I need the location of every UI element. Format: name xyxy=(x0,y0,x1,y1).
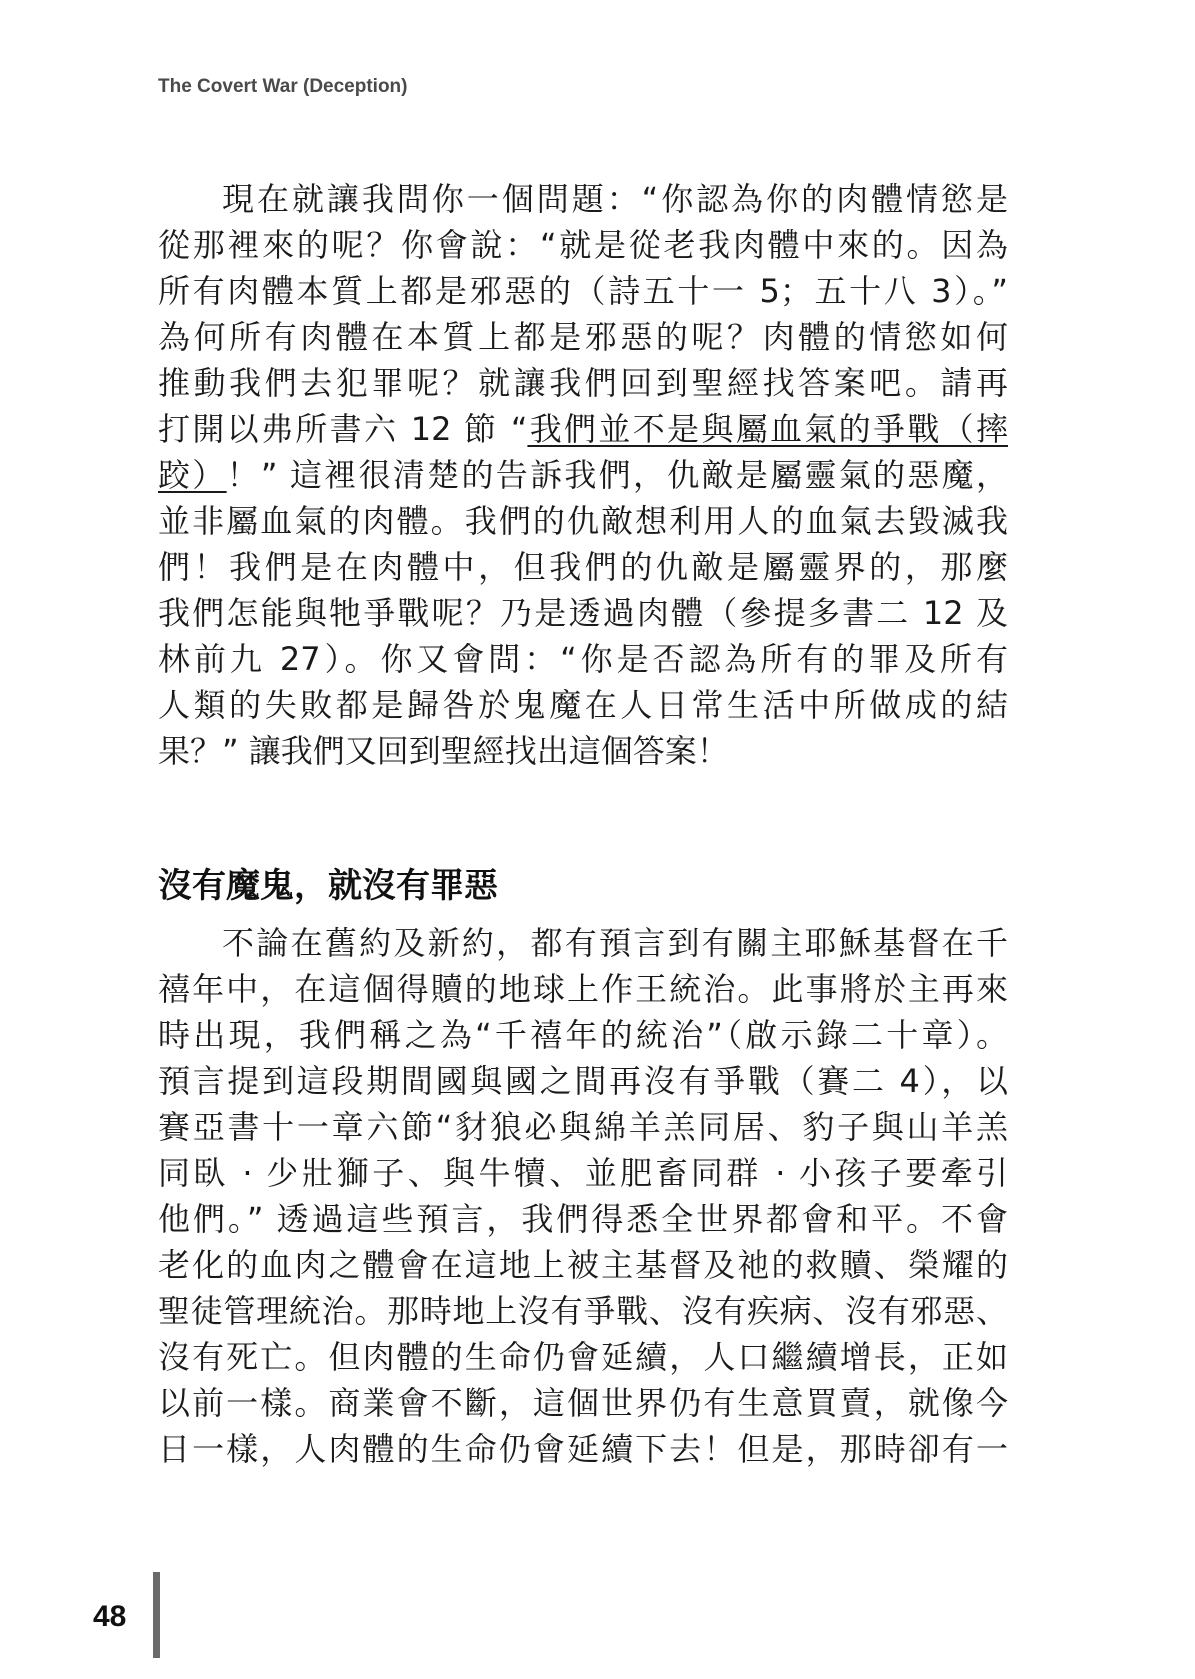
text-line: 林前九 27）。你又會問：“你是否認為所有的罪及所有 xyxy=(158,640,1008,678)
text-line: 禧年中，在這個得贖的地球上作王統治。此事將於主再來 xyxy=(158,970,1008,1008)
text-line: 老化的血肉之體會在這地上被主基督及祂的救贖、榮耀的 xyxy=(158,1246,1008,1284)
text-line: 聖徒管理統治。那時地上沒有爭戰、沒有疾病、沒有邪惡、 xyxy=(158,1292,1008,1330)
text-line: 我們怎能與牠爭戰呢？乃是透過肉體（參提多書二 12 及 xyxy=(158,594,1008,632)
text-line: 們！我們是在肉體中，但我們的仇敵是屬靈界的，那麼 xyxy=(158,548,1008,586)
text-line: 以前一樣。商業會不斷，這個世界仍有生意買賣，就像今 xyxy=(158,1384,1008,1422)
text-line: 所有肉體本質上都是邪惡的（詩五十一 5；五十八 3）。” xyxy=(158,272,1008,310)
running-header: The Covert War (Deception) xyxy=(158,76,408,97)
text-line: 預言提到這段期間國與國之間再沒有爭戰（賽二 4），以 xyxy=(158,1062,1008,1100)
text-fragment: ！” 這裡很清楚的告訴我們，仇敵是屬靈氣的惡魔， xyxy=(226,456,1008,494)
text-line: 為何所有肉體在本質上都是邪惡的呢？肉體的情慾如何 xyxy=(158,318,1008,356)
text-line xyxy=(158,452,1008,498)
text-line: 並非屬血氣的肉體。我們的仇敵想利用人的血氣去毀滅我 xyxy=(158,502,1008,540)
underlined-quote-end: 跤） xyxy=(158,456,227,494)
text-line: 日一樣，人肉體的生命仍會延續下去！但是，那時卻有一 xyxy=(158,1430,1008,1468)
text-line: 人類的失敗都是歸咎於鬼魔在人日常生活中所做成的結 xyxy=(158,686,1008,724)
page-number: 48 xyxy=(93,1600,127,1633)
text-line: 現在就讓我問你一個問題：“你認為你的肉體情慾是 xyxy=(222,180,1008,218)
text-line: 推動我們去犯罪呢？就讓我們回到聖經找答案吧。請再 xyxy=(158,364,1008,402)
text-line: 時出現，我們稱之為“千禧年的統治”（啟示錄二十章）。 xyxy=(158,1016,1008,1054)
paragraph-1 xyxy=(158,176,1008,774)
text-line: 果？” 讓我們又回到聖經找出這個答案！ xyxy=(158,732,729,770)
text-fragment: 打開以弗所書六 12 節 “ xyxy=(158,410,528,448)
text-line: 同臥 · 少壯獅子、與牛犢、並肥畜同群 · 小孩子要牽引 xyxy=(158,1154,1008,1192)
section-heading: 沒有魔鬼，就沒有罪惡 xyxy=(158,866,498,906)
text-line: 他們。” 透過這些預言，我們得悉全世界都會和平。不會 xyxy=(158,1200,1008,1238)
text-line: 不論在舊約及新約，都有預言到有關主耶穌基督在千 xyxy=(222,924,1008,962)
paragraph-2 xyxy=(158,920,1008,1472)
text-line: 沒有死亡。但肉體的生命仍會延續，人口繼續增長，正如 xyxy=(158,1338,1008,1376)
text-line xyxy=(158,406,1008,452)
underlined-quote: 我們並不是與屬血氣的爭戰（摔 xyxy=(527,410,1008,448)
text-line: 賽亞書十一章六節“豺狼必與綿羊羔同居、豹子與山羊羔 xyxy=(158,1108,1008,1146)
text-line: 從那裡來的呢？你會說：“就是從老我肉體中來的。因為 xyxy=(158,226,1008,264)
page-number-rule xyxy=(153,1572,160,1658)
